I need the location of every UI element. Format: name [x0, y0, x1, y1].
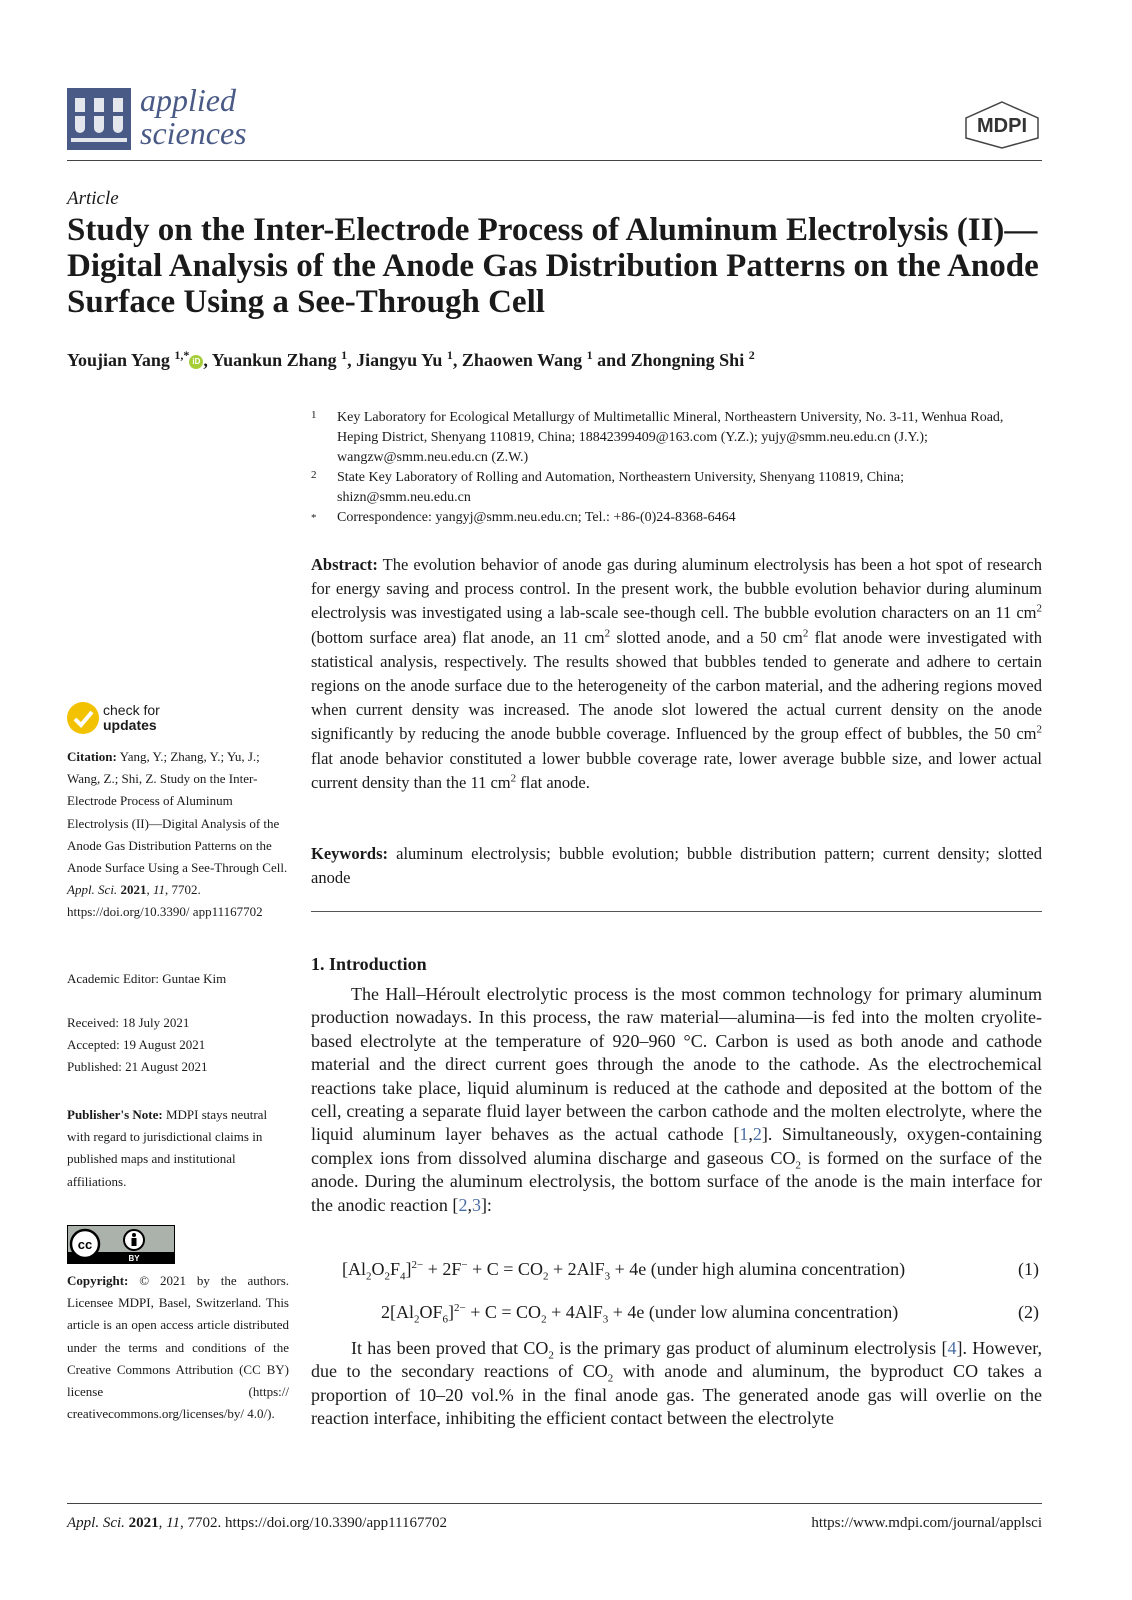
- article-type: Article: [67, 188, 119, 209]
- copyright-text: © 2021 by the authors. Licensee MDPI, Basel, Switzerland. This article is an open access article distributed under the terms and conditions of the Creative Commons Attribution (CC BY) license (https:// creativecommons.org/licenses/by/ 4.0/).: [67, 1273, 290, 1422]
- keywords-label: Keywords:: [311, 844, 388, 863]
- citation-link[interactable]: 2: [458, 1194, 468, 1215]
- superscript: 2: [604, 627, 611, 640]
- citation-volume: 11: [152, 882, 165, 898]
- footer-divider: [67, 1503, 1042, 1504]
- publisher-note: [67, 1104, 289, 1193]
- cc-by-license-icon[interactable]: [67, 1225, 175, 1264]
- abstract-text: flat anode were investigated with statistical analysis, respectively. The results showed that bubbles tended to generate and adhere to certain regions on the anode surface due to the heterogeneity of the carbon material, and the adhering regions moved when current density was increased. The anode slot lowered the actual current density on the anode significantly by reducing the anode bubble coverage. Influenced by the group effect of bubbles, the 50 cm: [311, 627, 1043, 744]
- keywords: [311, 842, 1042, 890]
- paragraph-text: ]. However, due to the secondary reactions of CO: [311, 1338, 1042, 1382]
- abstract-text: flat anode.: [516, 772, 590, 792]
- author-affiliation-mark: 1,*: [174, 348, 190, 362]
- equation-condition: (under high alumina concentration): [650, 1259, 906, 1279]
- article-title: Study on the Inter-Electrode Process of Aluminum Electrolysis (II)—Digital Analysis of the Anode Gas Distribution Patterns on the Anode Surface Using a See-Through Cell: [67, 212, 1039, 320]
- author-affiliation-mark: 2: [748, 348, 755, 362]
- footer-year: 2021: [128, 1515, 159, 1531]
- copyright: [67, 1270, 289, 1425]
- abstract-divider: [311, 911, 1042, 912]
- academic-editor: Academic Editor: Guntae Kim: [67, 971, 227, 986]
- publisher-note-label: Publisher's Note:: [67, 1107, 163, 1122]
- footer-journal: Appl. Sci.: [67, 1515, 125, 1531]
- superscript: 2: [1036, 723, 1042, 736]
- superscript: 2: [510, 772, 517, 785]
- cc-by-label: BY: [128, 1254, 140, 1263]
- affiliation-mark: 2: [311, 469, 317, 481]
- superscript: 2: [1036, 602, 1042, 615]
- journal-name-line2: sciences: [140, 115, 247, 151]
- paragraph-text: The Hall–Héroult electrolytic process is the most common technology for primary aluminum production nowadays. In this process, the raw material—alumina—is fed into the molten cryolite-based electrolyte at the temperature of 920–960 °C. Carbon is used as both anode and cathode material and the direct current goes through the anode to the cathode. As the electrochemical reactions take place, liquid aluminum is reduced at the cathode and deposited at the bottom of the cell, creating a separate fluid layer between the carbon cathode and the molten electrolyte, where the liquid aluminum layer behaves as the actual cathode [: [311, 984, 1042, 1145]
- footer-volume: 11: [166, 1515, 181, 1531]
- author-name: Youjian Yang: [67, 350, 170, 370]
- footer-citation: Appl. Sci. 2021, 11, 7702. https://doi.org/10.3390/app11167702: [67, 1515, 447, 1531]
- citation-text: Yang, Y.; Zhang, Y.; Yu, J.; Wang, Z.; Shi, Z. Study on the Inter-Electrode Process of Aluminum Electrolysis (II)—Digital Analysis of the Anode Gas Distribution Patterns on the Anode Surface Using a See-Through Cell.: [67, 749, 288, 876]
- equation-number: (2): [1018, 1302, 1039, 1322]
- footer-doi[interactable]: , 7702. https://doi.org/10.3390/app11167702: [180, 1515, 447, 1531]
- superscript: 2: [802, 627, 809, 640]
- author-affiliation-mark: 1: [341, 348, 348, 362]
- journal-name: [140, 84, 247, 150]
- affiliation-text: Key Laboratory for Ecological Metallurgy of Multimetallic Mineral, Northeastern University, No. 3-11, Wenhua Road, Heping District, Shenyang 110819, China; 18842399409@163.com (Y.Z.); yujy@smm.neu.edu.cn (J.Y.); wangzw@smm.neu.edu.cn (Z.W.): [337, 410, 1004, 465]
- paragraph-text: with anode and aluminum, the byproduct CO takes a proportion of 10–20 vol.% in the final anode gas. The generated anode gas will overlie on the reaction interface, inhibiting the efficient contact between the electrolyte: [311, 1361, 1042, 1429]
- section-heading: 1. Introduction: [311, 954, 427, 974]
- paragraph-text: ]:: [480, 1194, 492, 1215]
- paragraph-text: is the primary gas product of aluminum electrolysis [: [553, 1338, 948, 1358]
- author-name: Yuankun Zhang: [211, 350, 337, 370]
- citation-doi[interactable]: , 7702. https://doi.org/10.3390/ app11167702: [67, 882, 263, 920]
- authors-conjunction: and: [597, 350, 627, 370]
- check-for-updates-icon[interactable]: [67, 702, 99, 734]
- author-list: Youjian Yang $^{1,*}$ iD , Yuankun Zhang $^1$, Jiangyu Yu $^1$, Zhaowen Wang $^1$ and Zhongning Shi $^2$: [67, 348, 755, 370]
- check-line2: updates: [103, 717, 157, 733]
- check-line1: check for: [103, 702, 160, 718]
- abstract-text: slotted anode, and a 50 cm: [610, 627, 803, 647]
- abstract-label: Abstract:: [311, 555, 378, 574]
- published-date: Published: 21 August 2021: [67, 1059, 208, 1074]
- author-affiliation-mark: 1: [586, 348, 593, 362]
- abstract-text: (bottom surface area) flat anode, an 11 cm: [311, 627, 605, 647]
- accepted-date: Accepted: 19 August 2021: [67, 1037, 206, 1052]
- citation-journal: Appl. Sci.: [67, 882, 118, 898]
- intro-paragraph-1: The Hall–Héroult electrolytic process is the most common technology for primary aluminum production nowadays. In this process, the raw material—alumina—is fed into the molten cryolite-based electrolyte at the temperature of 920–960 °C. Carbon is used as both anode and cathode material and the direct current goes through the anode to the cathode. As the electrochemical reactions take place, liquid aluminum is reduced at the cathode and deposited at the bottom of the cell, creating a separate fluid layer between the carbon cathode and the molten electrolyte, where the liquid aluminum layer behaves as the actual cathode [1,2]. Simultaneously, oxygen-containing complex ions from dissolved alumina discharge and gaseous $CO_2$ is formed on the surface of the anode. During the aluminum electrolysis, the bottom surface of the anode is the main interface for the anodic reaction [2,3]:: [311, 984, 1043, 1215]
- abstract: [311, 553, 1042, 795]
- check-for-updates[interactable]: [103, 703, 160, 733]
- footer-journal-url[interactable]: https://www.mdpi.com/journal/applsci: [811, 1515, 1042, 1531]
- citation-block: Citation: Yang, Y.; Zhang, Y.; Yu, J.; Wang, Z.; Shi, Z. Study on the Inter-Electrode Process of Aluminum Electrolysis (II)—Digital Analysis of the Anode Gas Distribution Patterns on the Anode Surface Using a See-Through Cell. Appl. Sci. 2021, 11, 7702. https://doi.org/10.3390/ app11167702: [67, 749, 288, 920]
- mdpi-logo: [962, 100, 1042, 150]
- citation-link[interactable]: 1: [739, 1124, 749, 1145]
- keywords-text: aluminum electrolysis; bubble evolution; bubble distribution pattern; current density; slotted anode: [311, 844, 1043, 888]
- abstract-text: The evolution behavior of anode gas during aluminum electrolysis has been a hot spot of research for energy saving and process control. In the present work, the bubble evolution behavior during aluminum electrolysis was investigated using a lab-scale see-though cell. The bubble evolution characters on an 11 cm: [311, 555, 1042, 623]
- author-name: Zhaowen Wang: [461, 350, 583, 370]
- citation-link[interactable]: 3: [471, 1194, 481, 1215]
- paragraph-text: is formed on the surface of the anode. During the aluminum electrolysis, the bottom surface of the anode is the main interface for the anodic reaction [: [311, 1147, 1042, 1215]
- cc-label: cc: [77, 1237, 93, 1252]
- abstract-text: flat anode behavior constituted a lower bubble coverage rate, lower average bubble size, and lower actual current density than the 11 cm: [311, 748, 1042, 792]
- citation-year: 2021: [120, 882, 147, 898]
- affiliation-mark: 1: [311, 409, 317, 421]
- copyright-label: Copyright:: [67, 1273, 129, 1288]
- equation-condition: (under low alumina concentration): [648, 1302, 899, 1322]
- header-divider: [67, 160, 1042, 161]
- correspondence-text: Correspondence: yangyj@smm.neu.edu.cn; Tel.: +86-(0)24-8368-6464: [337, 510, 736, 525]
- author-name: Zhongning Shi: [630, 350, 745, 370]
- citation-link[interactable]: 4: [947, 1338, 957, 1358]
- received-date: Received: 18 July 2021: [67, 1015, 190, 1030]
- citation-label: Citation:: [67, 749, 117, 764]
- correspondence-mark: *: [311, 512, 317, 524]
- equation-number: (1): [1018, 1259, 1039, 1279]
- mdpi-logo-text: MDPI: [977, 115, 1027, 137]
- intro-paragraph-2: It has been proved that $CO_2$ is the primary gas product of aluminum electrolysis [4]. However, due to the secondary reactions of $CO_2$ with anode and aluminum, the byproduct CO takes a proportion of 10–20 vol.% in the final anode gas. The generated anode gas will overlie on the reaction interface, inhibiting the efficient contact between the electrolyte: [311, 1338, 1042, 1429]
- equation-1: $[Al_2O_2F_4]^{2-} + 2F^- + C = CO_2 + 2AlF_3 + 4e$ (under high alumina concentration): [342, 1259, 906, 1283]
- affiliation-text: State Key Laboratory of Rolling and Automation, Northeastern University, Shenyang 110819, China; shizn@smm.neu.edu.cn: [337, 470, 905, 505]
- paragraph-text: It has been proved that CO: [351, 1338, 549, 1358]
- author-name: Jiangyu Yu: [356, 350, 443, 370]
- journal-name-line1: applied: [140, 82, 236, 118]
- orcid-icon[interactable]: iD: [189, 355, 203, 369]
- publisher-note-text: MDPI stays neutral with regard to jurisdictional claims in published maps and institutional affiliations.: [67, 1107, 268, 1189]
- equation-2: $2[Al_2OF_6]^{2-} + C = CO_2 + 4AlF_3 + 4e$ (under low alumina concentration): [381, 1302, 899, 1326]
- paragraph-text: ]. Simultaneously, oxygen-containing complex ions from dissolved alumina discharge and gaseous CO: [311, 1124, 1043, 1168]
- author-affiliation-mark: 1: [446, 348, 453, 362]
- journal-logo-icon: [67, 88, 131, 150]
- citation-link[interactable]: 2: [752, 1124, 762, 1145]
